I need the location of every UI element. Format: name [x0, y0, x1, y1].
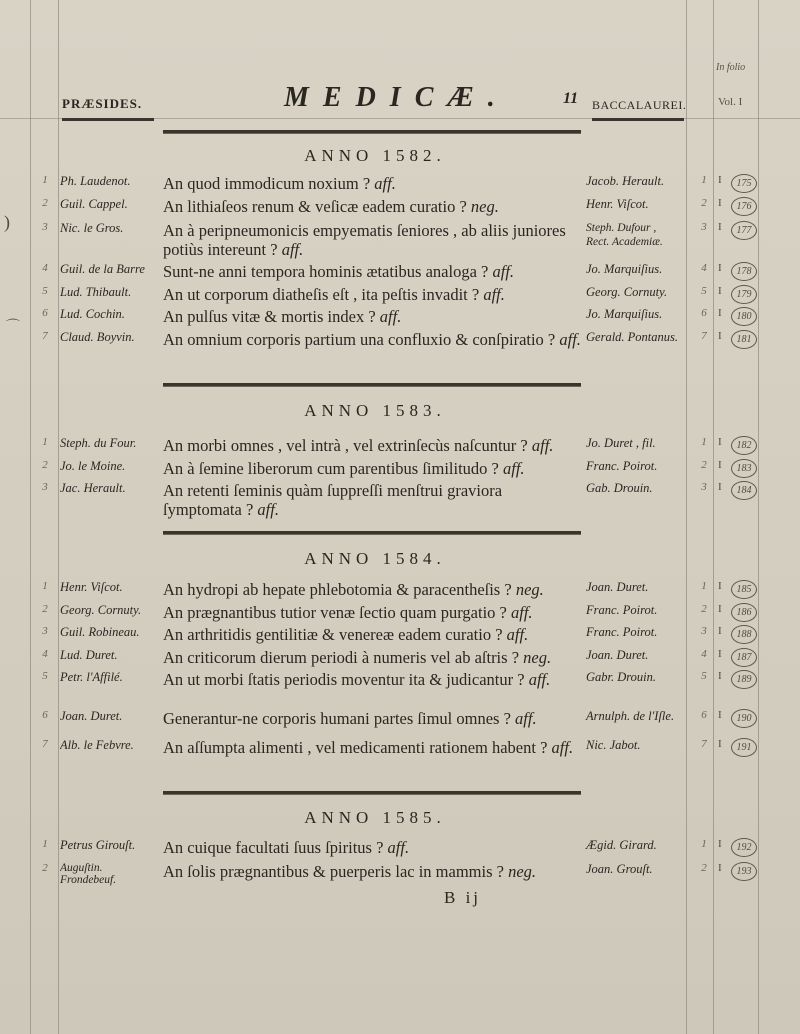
baccalaureus-name: Jacob. Herault. [586, 174, 665, 188]
praeses-name: Auguſtin. Frondebeuf. [60, 862, 117, 886]
thesis-text [163, 481, 583, 519]
thesis-question: An arthritidis gentilitiæ & venereæ eadem curatio ? [163, 625, 503, 644]
thesis-verdict: aff. [281, 240, 304, 259]
entry-index: 3 [42, 221, 48, 233]
ms-circled-reference: 184 [731, 481, 757, 500]
section-rule [163, 383, 581, 387]
year-heading: ANNO 1583. [304, 401, 446, 420]
year-heading: ANNO 1584. [304, 549, 446, 568]
entry-index: 2 [42, 862, 48, 874]
entry-index: 1 [42, 838, 48, 850]
praeses-name: Jo. le Moine. [60, 459, 126, 473]
thesis-text [163, 330, 583, 349]
thesis-text [163, 221, 583, 259]
thesis-text [163, 648, 583, 667]
praeses-name: Georg. Cornuty. [60, 603, 142, 617]
baccalaureus-name: Jo. Marquiſius. [586, 307, 663, 321]
signature-mark: B ij [444, 888, 482, 907]
baccalaureus-name: Franc. Poirot. [586, 459, 658, 473]
thesis-question: An prægnantibus tutior venæ ſectio quam purgatio ? [163, 603, 507, 622]
ms-note-in-folio: In folio [716, 62, 746, 73]
praeses-name: Ph. Laudenot. [60, 174, 131, 188]
entry-index: 2 [42, 603, 48, 615]
entry-index: 3 [42, 625, 48, 637]
praeses-name: Henr. Viſcot. [60, 580, 123, 594]
thesis-text [163, 262, 583, 281]
ms-entry-number: 3 [701, 481, 707, 493]
ms-volume-mark: I [718, 262, 722, 274]
ms-volume-mark: I [718, 862, 722, 874]
thesis-verdict: aff. [503, 459, 525, 478]
section-rule [163, 531, 581, 535]
header-praesides: PRÆSIDES. [62, 96, 143, 111]
thesis-question: An à peripneumonicis empyematis ſeniores , ab aliis juniores potiùs intereunt ? [163, 221, 566, 259]
baccalaureus-name: Franc. Poirot. [586, 625, 658, 639]
baccalaureus-name: Georg. Cornuty. [586, 285, 668, 299]
header-underline-left [62, 118, 154, 121]
praeses-name: Lud. Duret. [60, 648, 118, 662]
baccalaureus-name: Gabr. Drouin. [586, 670, 657, 684]
ms-volume-mark: I [718, 625, 722, 637]
ms-circled-reference: 183 [731, 459, 757, 478]
entry-index: 2 [42, 197, 48, 209]
thesis-verdict: aff. [506, 625, 529, 644]
ms-volume-mark: I [718, 738, 722, 750]
thesis-text [163, 625, 583, 644]
thesis-text [163, 862, 583, 881]
entry-index: 4 [42, 648, 48, 660]
thesis-question: An ſolis prægnantibus & puerperis lac in mammis ? [163, 862, 504, 881]
thesis-question: An aſſumpta alimenti , vel medicamenti rationem habent ? [163, 738, 548, 757]
thesis-question: An lithiaſeos renum & veſicæ eadem curatio ? [163, 197, 467, 216]
ms-entry-number: 2 [701, 197, 707, 209]
thesis-text [163, 603, 583, 622]
ms-circled-reference: 186 [731, 603, 757, 622]
entry-index: 1 [42, 436, 48, 448]
ms-circled-reference: 182 [731, 436, 757, 455]
thesis-question: An morbi omnes , vel intrà , vel extrinſecùs naſcuntur ? [163, 436, 528, 455]
ms-circled-reference: 187 [731, 648, 757, 667]
baccalaureus-name: Gab. Drouin. [586, 481, 653, 495]
ms-circled-reference: 178 [731, 262, 757, 281]
thesis-text [163, 838, 583, 857]
thesis-verdict: neg. [515, 580, 544, 599]
baccalaurei-column-rule [686, 0, 687, 1034]
baccalaureus-name: Joan. Duret. [586, 580, 649, 594]
baccalaureus-name: Joan. Grouſt. [586, 862, 653, 876]
entry-index: 3 [42, 481, 48, 493]
entry-index: 2 [42, 459, 48, 471]
thesis-verdict: aff. [515, 709, 537, 728]
baccalaureus-name: Henr. Viſcot. [586, 197, 649, 211]
ms-volume-mark: I [718, 648, 722, 660]
praeses-name: Petrus Girouſt. [60, 838, 136, 852]
ms-entry-number: 4 [701, 262, 707, 274]
baccalaureus-name: Gerald. Pontanus. [586, 330, 679, 344]
thesis-question: An à ſemine liberorum cum parentibus ſimilitudo ? [163, 459, 499, 478]
thesis-text [163, 436, 583, 455]
thesis-verdict: aff. [483, 285, 505, 304]
entry-index: 6 [42, 307, 48, 319]
thesis-question: An quod immodicum noxium ? [163, 174, 371, 193]
praeses-name: Guil. de la Barre [60, 262, 145, 276]
entry-index: 7 [42, 738, 48, 750]
thesis-question: An omnium corporis partium una confluxio & conſpiratio ? [163, 330, 556, 349]
thesis-question: An ut morbi ſtatis periodis moventur ita & judicantur ? [163, 670, 525, 689]
thesis-question: An ut corporum diatheſis eſt , ita peſtis invadit ? [163, 285, 480, 304]
ms-circled-reference: 175 [731, 174, 757, 193]
entry-index: 1 [42, 174, 48, 186]
thesis-question: An pulſus vitæ & mortis index ? [163, 307, 376, 326]
entry-index: 4 [42, 262, 48, 274]
thesis-question: Sunt-ne anni tempora hominis ætatibus analoga ? [163, 262, 489, 281]
ms-circled-reference: 180 [731, 307, 757, 326]
ms-circled-reference: 193 [731, 862, 757, 881]
ms-volume-mark: I [718, 285, 722, 297]
entry-index: 7 [42, 330, 48, 342]
ms-entry-number: 7 [701, 738, 707, 750]
ms-circled-reference: 190 [731, 709, 757, 728]
baccalaureus-name: Nic. Jabot. [586, 738, 641, 752]
ms-circled-reference: 188 [731, 625, 757, 644]
baccalaureus-name: Jo. Duret , fil. [586, 436, 656, 450]
thesis-text [163, 285, 583, 304]
ms-volume-mark: I [718, 436, 722, 448]
ms-entry-number: 1 [701, 174, 707, 186]
baccalaureus-name: Franc. Poirot. [586, 603, 658, 617]
ms-circled-reference: 192 [731, 838, 757, 857]
ms-entry-number: 1 [701, 838, 707, 850]
praeses-name: Lud. Thibault. [60, 285, 132, 299]
ms-entry-number: 7 [701, 330, 707, 342]
baccalaureus-name: Joan. Duret. [586, 648, 649, 662]
thesis-verdict: aff. [559, 330, 581, 349]
ms-circled-reference: 189 [731, 670, 757, 689]
ms-circled-reference: 181 [731, 330, 757, 349]
ms-volume-mark: I [718, 174, 722, 186]
ms-circled-reference: 191 [731, 738, 757, 757]
baccalaureus-name: Ægid. Girard. [586, 838, 657, 852]
section-rule [163, 791, 581, 795]
ms-volume-mark: I [718, 481, 722, 493]
thesis-verdict: aff. [387, 838, 410, 857]
year-heading: ANNO 1582. [304, 146, 446, 165]
thesis-text [163, 197, 583, 216]
ms-volume-mark: I [718, 459, 722, 471]
margin-pen-mark: ) [4, 212, 10, 232]
entry-index: 5 [42, 670, 48, 682]
ms-volume-mark: I [718, 330, 722, 342]
header-baccalaurei: BACCALAUREI. [592, 98, 687, 112]
praeses-column-rule [58, 0, 59, 1034]
margin-pen-mark: ⌒ [6, 320, 20, 335]
ms-entry-number: 2 [701, 862, 707, 874]
baccalaureus-name: Steph. Dufour , Rect. Academiæ. [586, 222, 663, 248]
praeses-name: Jac. Herault. [60, 481, 126, 495]
praeses-name: Steph. du Four. [60, 436, 137, 450]
ms-volume-mark: I [718, 580, 722, 592]
praeses-name: Nic. le Gros. [60, 221, 124, 235]
thesis-text [163, 709, 583, 728]
praeses-name: Guil. Robineau. [60, 625, 140, 639]
praeses-name: Petr. l'Affilé. [60, 670, 123, 684]
ms-entry-number: 3 [701, 625, 707, 637]
baccalaureus-name: Jo. Marquiſius. [586, 262, 663, 276]
ms-volume-mark: I [718, 670, 722, 682]
ms-entry-number: 2 [701, 459, 707, 471]
ms-entry-number: 1 [701, 580, 707, 592]
thesis-text [163, 580, 583, 599]
ms-number-column-rule [713, 0, 714, 1034]
thesis-verdict: aff. [492, 262, 515, 281]
ms-circled-reference: 177 [731, 221, 757, 240]
thesis-verdict: neg. [523, 648, 552, 667]
header-underline-right [592, 118, 684, 121]
praeses-name: Lud. Cochin. [60, 307, 125, 321]
ms-volume-mark: I [718, 307, 722, 319]
ms-entry-number: 6 [701, 709, 707, 721]
thesis-verdict: neg. [508, 862, 537, 881]
thesis-question: An criticorum dierum periodi à numeris vel ab aſtris ? [163, 648, 520, 667]
page-number: 11 [563, 90, 579, 107]
ms-entry-number: 4 [701, 648, 707, 660]
thesis-verdict: aff. [257, 500, 279, 519]
praeses-name: Guil. Cappel. [60, 197, 128, 211]
year-heading: ANNO 1585. [304, 808, 446, 827]
thesis-verdict: aff. [374, 174, 396, 193]
ms-entry-number: 5 [701, 670, 707, 682]
ms-volume-mark: I [718, 709, 722, 721]
ms-entry-number: 2 [701, 603, 707, 615]
thesis-text [163, 459, 583, 478]
ms-circled-reference: 179 [731, 285, 757, 304]
thesis-question: An cuique facultati ſuus ſpiritus ? [163, 838, 384, 857]
ms-entry-number: 3 [701, 221, 707, 233]
thesis-text [163, 670, 583, 689]
thesis-text [163, 307, 583, 326]
thesis-verdict: aff. [528, 670, 551, 689]
ms-circled-reference: 185 [731, 580, 757, 599]
ms-note-volume: Vol. I [718, 96, 743, 108]
praeses-name: Claud. Boyvin. [60, 330, 135, 344]
ms-volume-mark: I [718, 603, 722, 615]
thesis-text [163, 174, 583, 193]
ms-entry-number: 5 [701, 285, 707, 297]
praeses-name: Joan. Duret. [60, 709, 123, 723]
entry-index: 5 [42, 285, 48, 297]
entry-index: 1 [42, 580, 48, 592]
section-rule [163, 130, 581, 134]
thesis-question: An hydropi ab hepate phlebotomia & paracentheſis ? [163, 580, 512, 599]
ms-circled-reference: 176 [731, 197, 757, 216]
ms-volume-mark: I [718, 197, 722, 209]
thesis-question: Generantur-ne corporis humani partes ſimul omnes ? [163, 709, 511, 728]
ms-volume-mark: I [718, 838, 722, 850]
thesis-verdict: neg. [470, 197, 499, 216]
ms-ref-column-rule [758, 0, 759, 1034]
page-title: MEDICÆ. [284, 82, 509, 113]
thesis-verdict: aff. [531, 436, 554, 455]
entry-index: 6 [42, 709, 48, 721]
praeses-name: Alb. le Febvre. [60, 738, 134, 752]
ms-entry-number: 1 [701, 436, 707, 448]
thesis-question: An retenti ſeminis quàm ſuppreſſi menſtrui graviora ſymptomata ? [163, 481, 503, 519]
left-margin-rule [30, 0, 31, 1034]
thesis-verdict: aff. [510, 603, 533, 622]
ms-volume-mark: I [718, 221, 722, 233]
thesis-verdict: aff. [379, 307, 402, 326]
thesis-verdict: aff. [551, 738, 574, 757]
baccalaureus-name: Arnulph. de l'Iſle. [586, 709, 675, 723]
thesis-text [163, 738, 583, 757]
ms-entry-number: 6 [701, 307, 707, 319]
